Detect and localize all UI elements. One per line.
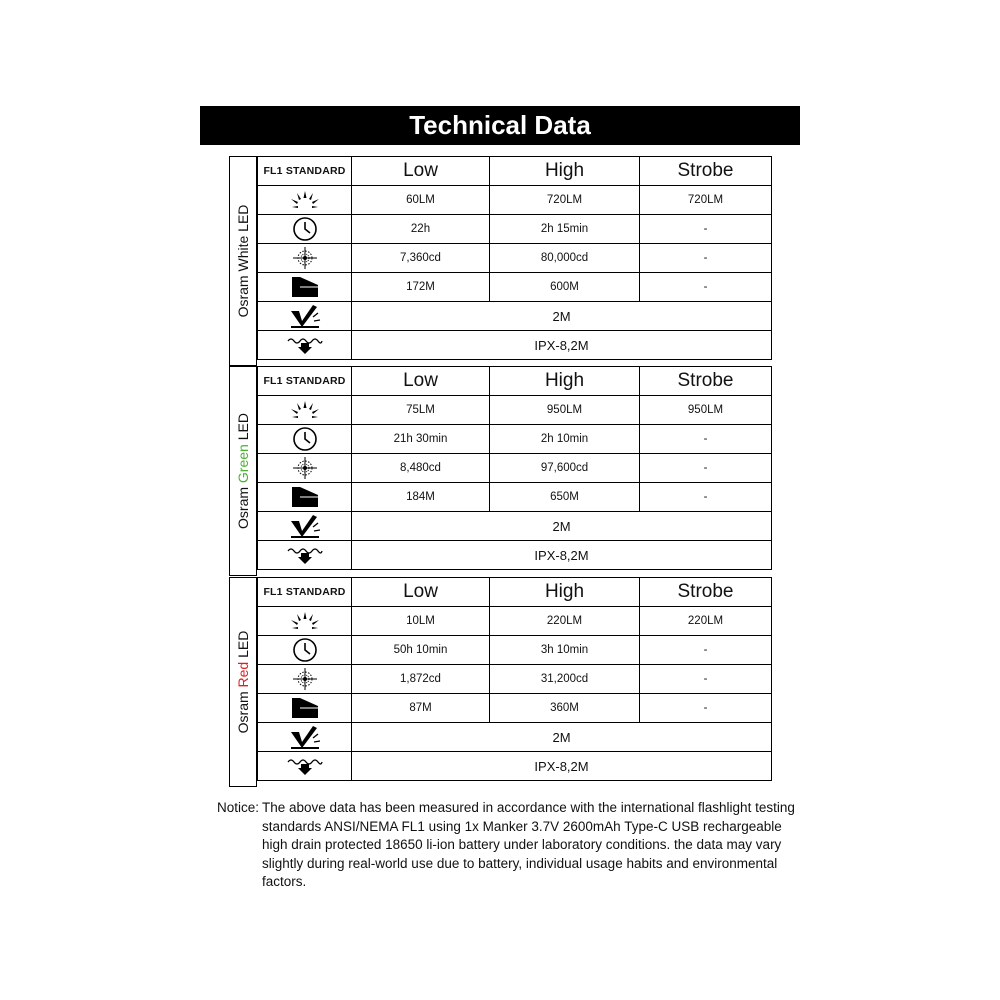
beam-distance-icon (258, 483, 352, 512)
value-impact: 2M (352, 723, 772, 752)
mode-header-low: Low (352, 367, 490, 396)
waterproof-icon (258, 541, 352, 570)
section-label (229, 156, 257, 366)
notice-text: The above data has been measured in accordance with the international flashlight testing standards ANSI/NEMA FL1 using 1x Manker 3.7V 2600mAh Type-C USB rechargeable high drain protected 18650 li-ion battery under laboratory conditions. the data may vary slightly during real-world use due to battery, individual usage habits and environmental factors. (262, 800, 795, 890)
value-waterproof: IPX-8,2M (352, 752, 772, 781)
value-strobe: - (640, 273, 772, 302)
mode-header-strobe: Strobe (640, 578, 772, 607)
mode-header-high: High (490, 578, 640, 607)
value-high: 80,000cd (490, 244, 640, 273)
value-strobe: 720LM (640, 186, 772, 215)
spec-table (257, 577, 772, 781)
section-label (229, 577, 257, 787)
table-row (258, 541, 772, 570)
table-row (258, 186, 772, 215)
value-low: 1,872cd (352, 665, 490, 694)
table-row (258, 215, 772, 244)
table-row (258, 752, 772, 781)
intensity-target-icon (258, 244, 352, 273)
value-high: 2h 15min (490, 215, 640, 244)
spec-table (257, 366, 772, 570)
led-section (229, 577, 771, 787)
value-high: 650M (490, 483, 640, 512)
table-row (258, 244, 772, 273)
mode-header-strobe: Strobe (640, 157, 772, 186)
brightness-icon (258, 186, 352, 215)
waterproof-icon (258, 752, 352, 781)
value-waterproof: IPX-8,2M (352, 331, 772, 360)
table-row (258, 396, 772, 425)
table-row (258, 425, 772, 454)
value-high: 720LM (490, 186, 640, 215)
brightness-icon (258, 396, 352, 425)
table-row (258, 454, 772, 483)
beam-distance-icon (258, 273, 352, 302)
header-row (258, 157, 772, 186)
value-high: 3h 10min (490, 636, 640, 665)
intensity-target-icon (258, 665, 352, 694)
value-low: 21h 30min (352, 425, 490, 454)
value-high: 2h 10min (490, 425, 640, 454)
value-low: 172M (352, 273, 490, 302)
value-low: 87M (352, 694, 490, 723)
table-row (258, 483, 772, 512)
table-row (258, 512, 772, 541)
value-low: 60LM (352, 186, 490, 215)
section-label (229, 366, 257, 576)
table-row (258, 273, 772, 302)
notice-label: Notice: (217, 800, 260, 815)
impact-resistance-icon (258, 302, 352, 331)
value-strobe: - (640, 483, 772, 512)
value-low: 10LM (352, 607, 490, 636)
value-low: 8,480cd (352, 454, 490, 483)
table-row (258, 665, 772, 694)
value-strobe: - (640, 665, 772, 694)
mode-header-low: Low (352, 157, 490, 186)
beam-distance-icon (258, 694, 352, 723)
header-row (258, 578, 772, 607)
value-high: 220LM (490, 607, 640, 636)
value-strobe: 950LM (640, 396, 772, 425)
spec-table (257, 156, 772, 360)
mode-header-high: High (490, 367, 640, 396)
fl1-standard-label: FL1 STANDARD (258, 157, 352, 186)
led-section (229, 366, 771, 576)
value-impact: 2M (352, 512, 772, 541)
section-label-text: Osram Red LED (235, 630, 251, 734)
table-row (258, 302, 772, 331)
value-high: 31,200cd (490, 665, 640, 694)
value-strobe: - (640, 425, 772, 454)
brightness-icon (258, 607, 352, 636)
value-high: 360M (490, 694, 640, 723)
mode-header-high: High (490, 157, 640, 186)
table-row (258, 723, 772, 752)
value-strobe: - (640, 244, 772, 273)
mode-header-low: Low (352, 578, 490, 607)
impact-resistance-icon (258, 723, 352, 752)
value-high: 950LM (490, 396, 640, 425)
value-strobe: 220LM (640, 607, 772, 636)
section-label-text: Osram White LED (235, 204, 251, 318)
runtime-clock-icon (258, 215, 352, 244)
value-low: 184M (352, 483, 490, 512)
fl1-standard-label: FL1 STANDARD (258, 578, 352, 607)
table-row (258, 694, 772, 723)
section-label-text: Osram Green LED (235, 413, 251, 529)
value-low: 7,360cd (352, 244, 490, 273)
value-strobe: - (640, 454, 772, 483)
value-high: 97,600cd (490, 454, 640, 483)
value-strobe: - (640, 694, 772, 723)
mode-header-strobe: Strobe (640, 367, 772, 396)
runtime-clock-icon (258, 636, 352, 665)
value-waterproof: IPX-8,2M (352, 541, 772, 570)
value-impact: 2M (352, 302, 772, 331)
led-section (229, 156, 771, 366)
value-low: 50h 10min (352, 636, 490, 665)
value-high: 600M (490, 273, 640, 302)
value-strobe: - (640, 215, 772, 244)
fl1-standard-label: FL1 STANDARD (258, 367, 352, 396)
impact-resistance-icon (258, 512, 352, 541)
intensity-target-icon (258, 454, 352, 483)
table-row (258, 636, 772, 665)
page-title: Technical Data (200, 106, 800, 145)
table-row (258, 331, 772, 360)
value-low: 22h (352, 215, 490, 244)
waterproof-icon (258, 331, 352, 360)
table-row (258, 607, 772, 636)
runtime-clock-icon (258, 425, 352, 454)
value-strobe: - (640, 636, 772, 665)
header-row (258, 367, 772, 396)
value-low: 75LM (352, 396, 490, 425)
